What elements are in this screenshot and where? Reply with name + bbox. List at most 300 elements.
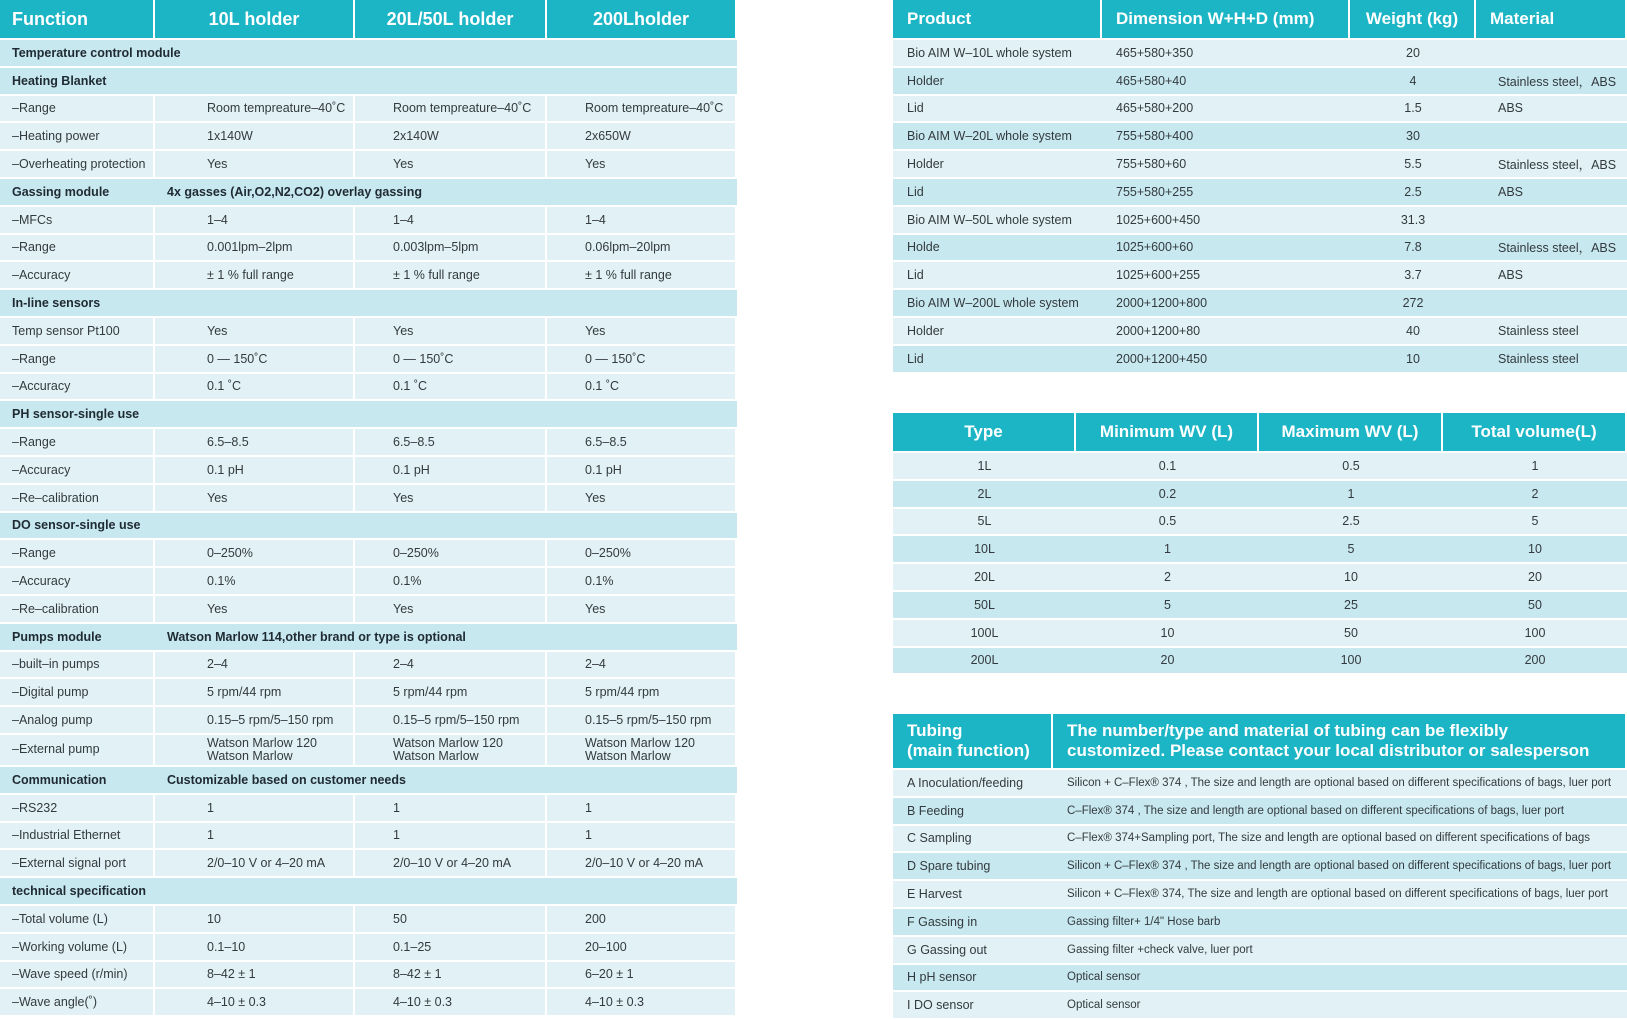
spec-header-20l-50l: 20L/50L holder — [355, 0, 547, 38]
product-name: Holder — [893, 316, 1102, 344]
product-material: ABS — [1476, 177, 1627, 205]
product-dimension: 1025+600+255 — [1102, 260, 1350, 288]
spec-row-value: 0 — 150˚C — [355, 344, 547, 372]
spec-row-value: 5 rpm/44 rpm — [547, 677, 737, 705]
tubing-note-line-2: customized. Please contact your local distributor or salesperson — [1067, 741, 1590, 760]
product-row — [893, 260, 1627, 288]
spec-row-value: 1–4 — [355, 205, 547, 233]
spec-row — [0, 149, 737, 177]
volume-max-wv: 25 — [1259, 590, 1443, 618]
product-dimension: 465+580+200 — [1102, 94, 1350, 122]
volume-min-wv: 0.5 — [1076, 507, 1259, 535]
spec-row-value: 0.1 pH — [155, 455, 355, 483]
tubing-name: A Inoculation/feeding — [893, 768, 1053, 796]
spec-row-value: 5 rpm/44 rpm — [155, 677, 355, 705]
spec-row-value: 2–4 — [155, 650, 355, 678]
volume-type: 10L — [893, 534, 1076, 562]
product-weight: 30 — [1350, 121, 1476, 149]
product-weight: 40 — [1350, 316, 1476, 344]
spec-row-value: Yes — [155, 594, 355, 622]
volume-type: 100L — [893, 618, 1076, 646]
product-header-weight: Weight (kg) — [1350, 0, 1476, 38]
spec-row — [0, 483, 737, 511]
volume-min-wv: 0.2 — [1076, 479, 1259, 507]
tubing-header-line-2: (main function) — [907, 741, 1030, 760]
product-material — [1476, 288, 1627, 316]
product-header-material: Material — [1476, 0, 1627, 38]
spec-row-value — [547, 733, 737, 765]
volume-total: 2 — [1443, 479, 1627, 507]
spec-row-label: –Analog pump — [0, 705, 155, 733]
spec-row-value: 1 — [155, 821, 355, 849]
spec-row-value: 6.5–8.5 — [547, 427, 737, 455]
spec-row-value: 6.5–8.5 — [155, 427, 355, 455]
volume-max-wv: 5 — [1259, 534, 1443, 562]
tubing-name: F Gassing in — [893, 907, 1053, 935]
spec-row — [0, 677, 737, 705]
spec-row-value: Yes — [155, 149, 355, 177]
tubing-header-row — [893, 714, 1627, 768]
volume-header-row — [893, 413, 1627, 451]
spec-header-200l: 200Lholder — [547, 0, 737, 38]
spec-header-10l: 10L holder — [155, 0, 355, 38]
spec-row-value: 0 — 150˚C — [547, 344, 737, 372]
volume-max-wv: 0.5 — [1259, 451, 1443, 479]
volume-type: 1L — [893, 451, 1076, 479]
volume-row — [893, 534, 1627, 562]
spec-row — [0, 427, 737, 455]
product-row — [893, 38, 1627, 66]
product-weight: 1.5 — [1350, 94, 1476, 122]
spec-row-value: 200 — [547, 904, 737, 932]
spec-row-value: Yes — [355, 149, 547, 177]
product-header-product: Product — [893, 0, 1102, 38]
spec-row-label: –Working volume (L) — [0, 932, 155, 960]
spec-row-value: 2/0–10 V or 4–20 mA — [547, 848, 737, 876]
spec-row-value: 0.15–5 rpm/5–150 rpm — [355, 705, 547, 733]
volume-header-max-wv: Maximum WV (L) — [1259, 413, 1443, 451]
product-row — [893, 177, 1627, 205]
product-weight: 4 — [1350, 66, 1476, 94]
tubing-row — [893, 907, 1627, 935]
product-material: Stainless steel — [1476, 344, 1627, 372]
spec-row-label: –Re–calibration — [0, 483, 155, 511]
product-material — [1476, 121, 1627, 149]
section-row — [0, 66, 737, 94]
section-label: In-line sensors — [0, 288, 737, 316]
product-dimension: 755+580+255 — [1102, 177, 1350, 205]
volume-max-wv: 100 — [1259, 646, 1443, 674]
volume-row — [893, 451, 1627, 479]
spec-row-value: 0–250% — [155, 538, 355, 566]
spec-row-value: 0.003lpm–5lpm — [355, 233, 547, 261]
tubing-description: Gassing filter+ 1/4" Hose barb — [1053, 907, 1627, 935]
tubing-description: C–Flex® 374 , The size and length are optional based on different specifications of bags, luer port — [1053, 796, 1627, 824]
spec-row-label: –Accuracy — [0, 372, 155, 400]
spec-row — [0, 594, 737, 622]
section-label: Pumps module — [0, 622, 155, 650]
section-label: technical specification — [0, 876, 737, 904]
spec-row-value: 1 — [547, 793, 737, 821]
spec-row-value: 0.06lpm–20lpm — [547, 233, 737, 261]
spec-value-line-2: Watson Marlow — [207, 748, 293, 763]
volume-type: 200L — [893, 646, 1076, 674]
product-material — [1476, 38, 1627, 66]
section-label: Communication — [0, 765, 155, 793]
product-dimension: 2000+1200+450 — [1102, 344, 1350, 372]
section-row — [0, 399, 737, 427]
volume-row — [893, 507, 1627, 535]
spec-row — [0, 344, 737, 372]
product-dimension: 465+580+40 — [1102, 66, 1350, 94]
product-name: Lid — [893, 344, 1102, 372]
spec-row-value: 6.5–8.5 — [355, 427, 547, 455]
specification-table — [0, 0, 737, 1015]
tubing-row — [893, 851, 1627, 879]
volume-min-wv: 1 — [1076, 534, 1259, 562]
section-label: Gassing module — [0, 177, 155, 205]
volume-max-wv: 2.5 — [1259, 507, 1443, 535]
volume-type: 5L — [893, 507, 1076, 535]
spec-row-label: –Accuracy — [0, 566, 155, 594]
product-name: Bio AIM W–200L whole system — [893, 288, 1102, 316]
volume-type: 20L — [893, 562, 1076, 590]
volume-max-wv: 50 — [1259, 618, 1443, 646]
product-weight: 7.8 — [1350, 233, 1476, 261]
volume-header-total-volume: Total volume(L) — [1443, 413, 1627, 451]
spec-row-label: –Re–calibration — [0, 594, 155, 622]
spec-row-label: –Total volume (L) — [0, 904, 155, 932]
volume-row — [893, 618, 1627, 646]
spec-row — [0, 932, 737, 960]
tubing-name: D Spare tubing — [893, 851, 1053, 879]
spec-row-label: –Accuracy — [0, 455, 155, 483]
spec-row-value: 1–4 — [547, 205, 737, 233]
volume-row — [893, 590, 1627, 618]
product-name: Lid — [893, 94, 1102, 122]
volume-min-wv: 10 — [1076, 618, 1259, 646]
product-row — [893, 316, 1627, 344]
spec-row-value: Yes — [547, 483, 737, 511]
spec-header-row — [0, 0, 737, 38]
spec-row-value: 1 — [355, 821, 547, 849]
volume-min-wv: 2 — [1076, 562, 1259, 590]
spec-row-value: Room tempreature–40˚C — [547, 94, 737, 122]
spec-row-value: ± 1 % full range — [547, 260, 737, 288]
product-name: Holde — [893, 233, 1102, 261]
spec-row-value: 0.1 ˚C — [547, 372, 737, 400]
tubing-description: Silicon + C–Flex® 374, The size and length are optional based on different specifications of bags, luer port — [1053, 879, 1627, 907]
spec-row-value: 0.1 ˚C — [355, 372, 547, 400]
spec-row-label: –Industrial Ethernet — [0, 821, 155, 849]
product-name: Holder — [893, 66, 1102, 94]
product-weight: 10 — [1350, 344, 1476, 372]
spec-row-value: Yes — [355, 483, 547, 511]
volume-table — [893, 413, 1627, 673]
spec-row-value: 1 — [547, 821, 737, 849]
spec-row-value: 4–10 ± 0.3 — [547, 987, 737, 1015]
section-note: Customizable based on customer needs — [155, 765, 737, 793]
spec-row-value: 2–4 — [355, 650, 547, 678]
tubing-row — [893, 796, 1627, 824]
product-row — [893, 233, 1627, 261]
spec-row-label: –Accuracy — [0, 260, 155, 288]
volume-row — [893, 479, 1627, 507]
spec-row-value — [355, 733, 547, 765]
product-dimension: 1025+600+450 — [1102, 205, 1350, 233]
product-row — [893, 121, 1627, 149]
volume-min-wv: 20 — [1076, 646, 1259, 674]
product-material: Stainless steel，ABS — [1476, 233, 1627, 261]
spec-row-value: Yes — [547, 594, 737, 622]
spec-row — [0, 205, 737, 233]
spec-row — [0, 455, 737, 483]
spec-row-label: –Overheating protection — [0, 149, 155, 177]
volume-max-wv: 1 — [1259, 479, 1443, 507]
section-label: Temperature control module — [0, 38, 737, 66]
spec-row-label: –RS232 — [0, 793, 155, 821]
tubing-row — [893, 935, 1627, 963]
spec-row — [0, 848, 737, 876]
volume-max-wv: 10 — [1259, 562, 1443, 590]
section-label: Heating Blanket — [0, 66, 737, 94]
product-name: Lid — [893, 260, 1102, 288]
spec-row — [0, 960, 737, 988]
spec-row-label: –External pump — [0, 733, 155, 765]
spec-row-label: –Range — [0, 344, 155, 372]
spec-value-line-1: Watson Marlow 120 — [207, 735, 317, 750]
product-dimension: 755+580+400 — [1102, 121, 1350, 149]
spec-row-value: 0.1 ˚C — [155, 372, 355, 400]
section-row — [0, 765, 737, 793]
spec-row-value: 8–42 ± 1 — [355, 960, 547, 988]
spec-row-value: 2x650W — [547, 121, 737, 149]
spec-row-value: 1–4 — [155, 205, 355, 233]
tubing-row — [893, 768, 1627, 796]
volume-min-wv: 5 — [1076, 590, 1259, 618]
spec-row-label: –Heating power — [0, 121, 155, 149]
spec-row — [0, 260, 737, 288]
spec-value-line-2: Watson Marlow — [393, 748, 479, 763]
spec-row-value: 4–10 ± 0.3 — [155, 987, 355, 1015]
tubing-description: Silicon + C–Flex® 374 , The size and length are optional based on different specifications of bags, luer port — [1053, 768, 1627, 796]
product-weight: 272 — [1350, 288, 1476, 316]
product-name: Bio AIM W–20L whole system — [893, 121, 1102, 149]
section-row — [0, 38, 737, 66]
product-dimension: 2000+1200+800 — [1102, 288, 1350, 316]
tubing-name: G Gassing out — [893, 935, 1053, 963]
spec-row — [0, 121, 737, 149]
product-dimension: 465+580+350 — [1102, 38, 1350, 66]
product-dimension: 2000+1200+80 — [1102, 316, 1350, 344]
spec-row-label: –Wave speed (r/min) — [0, 960, 155, 988]
spec-row-value: 1x140W — [155, 121, 355, 149]
tubing-description: Optical sensor — [1053, 990, 1627, 1018]
tubing-description: Silicon + C–Flex® 374 , The size and length are optional based on different specifications of bags, luer port — [1053, 851, 1627, 879]
spec-row — [0, 566, 737, 594]
section-row — [0, 622, 737, 650]
product-material: ABS — [1476, 260, 1627, 288]
spec-row — [0, 987, 737, 1015]
tubing-header-function — [893, 714, 1053, 768]
tubing-description: Optical sensor — [1053, 963, 1627, 991]
spec-header-function: Function — [0, 0, 155, 38]
spec-row-value: Yes — [547, 149, 737, 177]
tubing-row — [893, 990, 1627, 1018]
product-material — [1476, 205, 1627, 233]
spec-row — [0, 821, 737, 849]
spec-row-value: 2/0–10 V or 4–20 mA — [155, 848, 355, 876]
spec-row-value: 0.15–5 rpm/5–150 rpm — [547, 705, 737, 733]
spec-row-value: 0.1 pH — [355, 455, 547, 483]
tubing-table — [893, 714, 1627, 1018]
product-row — [893, 66, 1627, 94]
spec-row-value: 10 — [155, 904, 355, 932]
spec-row-value: Yes — [547, 316, 737, 344]
spec-value-line-1: Watson Marlow 120 — [585, 735, 695, 750]
section-note: Watson Marlow 114,other brand or type is optional — [155, 622, 737, 650]
spec-row-value: ± 1 % full range — [155, 260, 355, 288]
spec-row — [0, 650, 737, 678]
volume-total: 5 — [1443, 507, 1627, 535]
spec-row-value: ± 1 % full range — [355, 260, 547, 288]
spec-row — [0, 705, 737, 733]
volume-row — [893, 562, 1627, 590]
volume-total: 100 — [1443, 618, 1627, 646]
section-row — [0, 288, 737, 316]
spec-row-value: 0.001lpm–2lpm — [155, 233, 355, 261]
spec-row-label: –Wave angle(˚) — [0, 987, 155, 1015]
spec-row-value: 0.1% — [355, 566, 547, 594]
spec-row — [0, 233, 737, 261]
tubing-header-line-1: Tubing — [907, 721, 963, 740]
spec-row-value: 4–10 ± 0.3 — [355, 987, 547, 1015]
section-note: 4x gasses (Air,O2,N2,CO2) overlay gassing — [155, 177, 737, 205]
spec-value-line-1: Watson Marlow 120 — [393, 735, 503, 750]
spec-row-label: –MFCs — [0, 205, 155, 233]
spec-row-value: 0.1–25 — [355, 932, 547, 960]
tubing-header-note — [1053, 714, 1627, 768]
spec-row-value: 0.1 pH — [547, 455, 737, 483]
tubing-name: C Sampling — [893, 824, 1053, 852]
product-row — [893, 94, 1627, 122]
section-row — [0, 511, 737, 539]
spec-row — [0, 733, 737, 765]
tubing-description: C–Flex® 374+Sampling port, The size and length are optional based on different specifications of bags — [1053, 824, 1627, 852]
spec-row-value: 2/0–10 V or 4–20 mA — [355, 848, 547, 876]
spec-row-label: –Digital pump — [0, 677, 155, 705]
spec-row-label: –Range — [0, 94, 155, 122]
tubing-name: H pH sensor — [893, 963, 1053, 991]
spec-row — [0, 94, 737, 122]
tubing-note-line-1: The number/type and material of tubing can be flexibly — [1067, 721, 1509, 740]
section-label: PH sensor-single use — [0, 399, 737, 427]
spec-row-value: Yes — [155, 483, 355, 511]
spec-row-value: 5 rpm/44 rpm — [355, 677, 547, 705]
product-name: Holder — [893, 149, 1102, 177]
spec-row-label: –Range — [0, 538, 155, 566]
volume-total: 20 — [1443, 562, 1627, 590]
volume-header-min-wv: Minimum WV (L) — [1076, 413, 1259, 451]
volume-total: 200 — [1443, 646, 1627, 674]
spec-row-value — [155, 733, 355, 765]
product-material: Stainless steel，ABS — [1476, 66, 1627, 94]
product-weight: 2.5 — [1350, 177, 1476, 205]
spec-row-label: –built–in pumps — [0, 650, 155, 678]
product-material: Stainless steel，ABS — [1476, 149, 1627, 177]
spec-row — [0, 316, 737, 344]
product-material: ABS — [1476, 94, 1627, 122]
tubing-row — [893, 963, 1627, 991]
volume-type: 50L — [893, 590, 1076, 618]
spec-row-value: 50 — [355, 904, 547, 932]
volume-min-wv: 0.1 — [1076, 451, 1259, 479]
volume-type: 2L — [893, 479, 1076, 507]
product-name: Lid — [893, 177, 1102, 205]
product-dimension: 1025+600+60 — [1102, 233, 1350, 261]
spec-row-label: Temp sensor Pt100 — [0, 316, 155, 344]
volume-total: 1 — [1443, 451, 1627, 479]
product-header-dimension: Dimension W+H+D (mm) — [1102, 0, 1350, 38]
spec-value-line-2: Watson Marlow — [585, 748, 671, 763]
volume-total: 50 — [1443, 590, 1627, 618]
spec-row-label: –Range — [0, 427, 155, 455]
spec-row-value: 0.1% — [547, 566, 737, 594]
spec-row-value: 0.1% — [155, 566, 355, 594]
tubing-name: I DO sensor — [893, 990, 1053, 1018]
spec-row-value: 1 — [155, 793, 355, 821]
tubing-name: B Feeding — [893, 796, 1053, 824]
product-dimension-table — [893, 0, 1627, 372]
spec-row-value: 0 — 150˚C — [155, 344, 355, 372]
product-row — [893, 344, 1627, 372]
product-weight: 31.3 — [1350, 205, 1476, 233]
volume-row — [893, 646, 1627, 674]
tubing-row — [893, 879, 1627, 907]
product-row — [893, 205, 1627, 233]
product-name: Bio AIM W–50L whole system — [893, 205, 1102, 233]
spec-row-value: Yes — [355, 594, 547, 622]
section-label: DO sensor-single use — [0, 511, 737, 539]
tubing-description: Gassing filter +check valve, luer port — [1053, 935, 1627, 963]
spec-row-value: 0.1–10 — [155, 932, 355, 960]
product-material: Stainless steel — [1476, 316, 1627, 344]
spec-row-value: Room tempreature–40˚C — [355, 94, 547, 122]
spec-row-value: 8–42 ± 1 — [155, 960, 355, 988]
product-weight: 20 — [1350, 38, 1476, 66]
volume-header-type: Type — [893, 413, 1076, 451]
spec-row-value: 2x140W — [355, 121, 547, 149]
spec-row-value: 2–4 — [547, 650, 737, 678]
spec-row-value: 0.15–5 rpm/5–150 rpm — [155, 705, 355, 733]
spec-row-value: 6–20 ± 1 — [547, 960, 737, 988]
product-header-row — [893, 0, 1627, 38]
spec-row-value: 0–250% — [355, 538, 547, 566]
product-weight: 5.5 — [1350, 149, 1476, 177]
tubing-name: E Harvest — [893, 879, 1053, 907]
spec-row-label: –Range — [0, 233, 155, 261]
spec-row-value: 20–100 — [547, 932, 737, 960]
spec-row-value: Yes — [155, 316, 355, 344]
volume-total: 10 — [1443, 534, 1627, 562]
product-row — [893, 149, 1627, 177]
spec-row-label: –External signal port — [0, 848, 155, 876]
spec-row-value: 1 — [355, 793, 547, 821]
spec-row-value: 0–250% — [547, 538, 737, 566]
product-dimension: 755+580+60 — [1102, 149, 1350, 177]
spec-row — [0, 793, 737, 821]
section-row — [0, 876, 737, 904]
